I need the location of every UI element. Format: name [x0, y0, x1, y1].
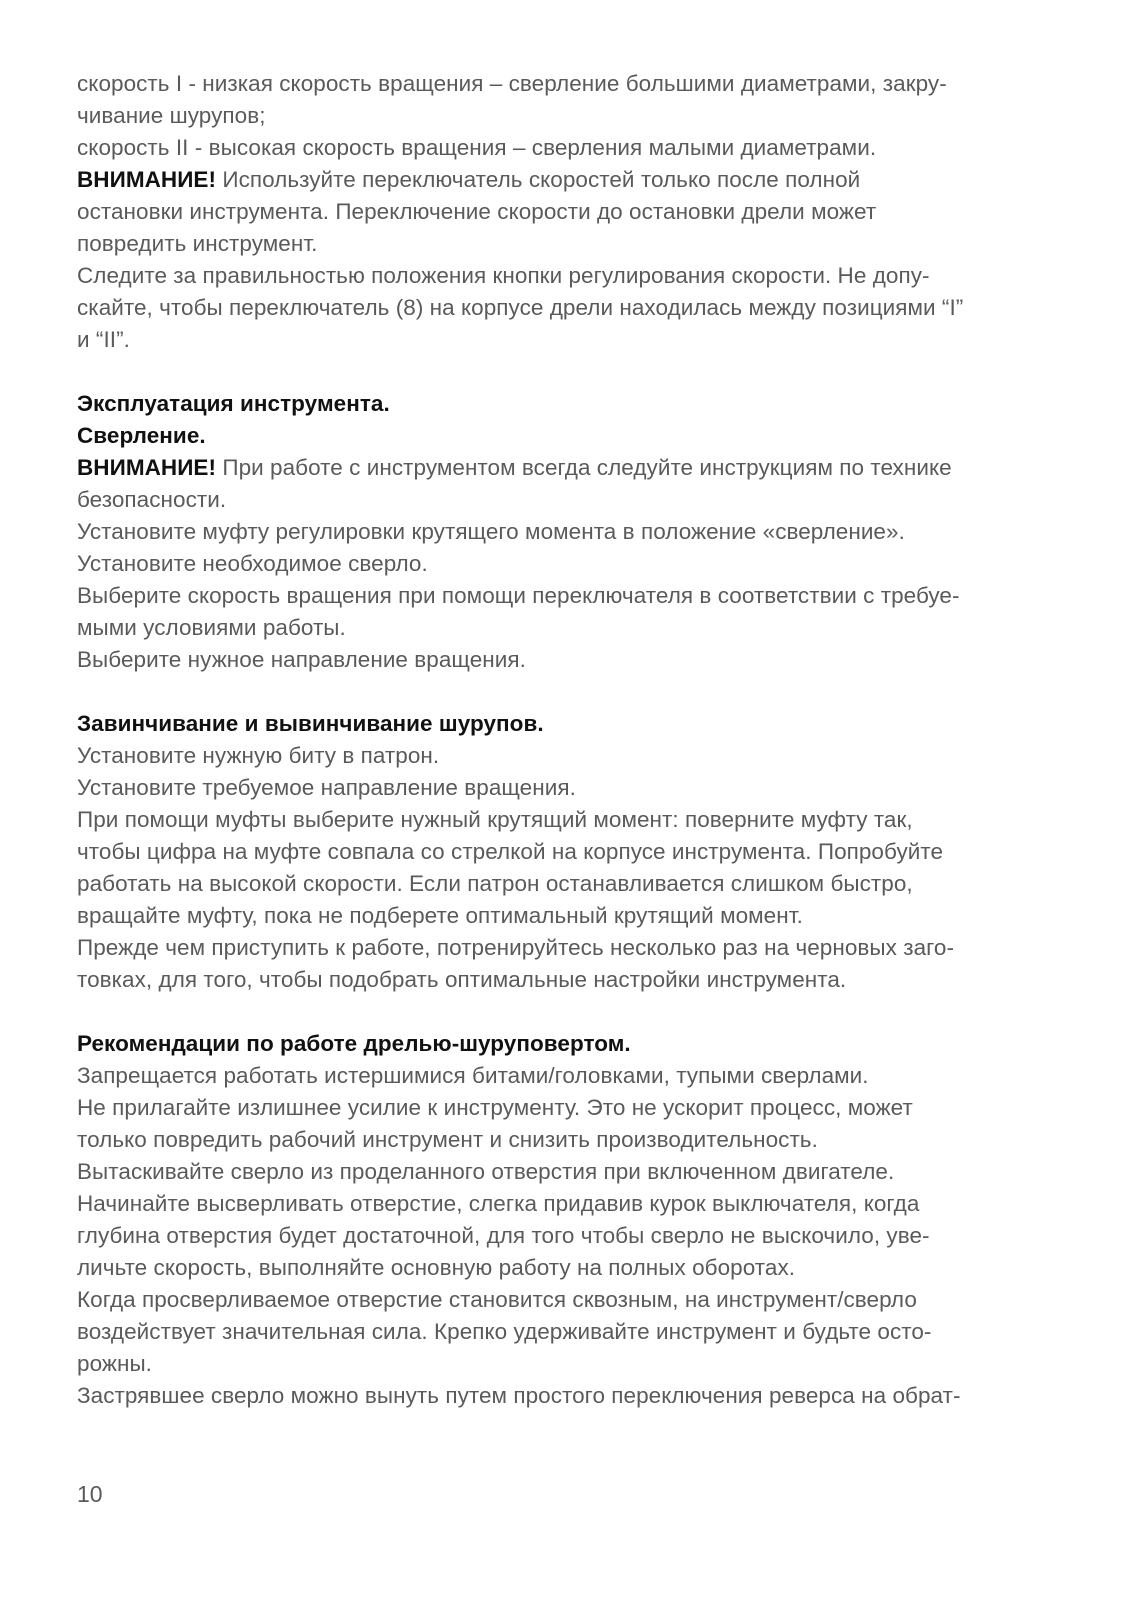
screwing-line: чтобы цифра на муфте совпала со стрелкой на корпусе инструмента. Попробуйте — [77, 839, 944, 864]
subsection-heading: Сверление. — [77, 423, 206, 448]
screwing-line: вращайте муфту, пока не подберете оптимальный крутящий момент. — [77, 903, 803, 928]
speed-line: скорость II - высокая скорость вращения – сверления малыми диаметрами. — [77, 135, 877, 160]
speed-warning-line — [77, 164, 1057, 196]
section-heading: Завинчивание и вывинчивание шурупов. — [77, 711, 544, 736]
recommendation-line: Вытаскивайте сверло из проделанного отверстия при включенном двигателе. — [77, 1159, 895, 1184]
screwing-section — [77, 708, 1057, 996]
speed-position-line: Следите за правильностью положения кнопки регулирования скорости. Не допу- — [77, 263, 930, 288]
warning-label: ВНИМАНИЕ! — [77, 167, 217, 192]
operation-warning-line — [77, 452, 1057, 484]
speed-line: скорость I - низкая скорость вращения – сверление большими диаметрами, закру- — [77, 71, 947, 96]
screwing-line: работать на высокой скорости. Если патрон останавливается слишком быстро, — [77, 871, 913, 896]
page-number: 10 — [77, 1481, 103, 1507]
section-heading: Эксплуатация инструмента. — [77, 391, 390, 416]
recommendation-line: Начинайте высверливать отверстие, слегка придавив курок выключателя, когда — [77, 1191, 920, 1216]
screwing-line: Установите нужную биту в патрон. — [77, 743, 440, 768]
operation-line: Установите муфту регулировки крутящего момента в положение «сверление». — [77, 519, 905, 544]
recommendation-line: личьте скорость, выполняйте основную работу на полных оборотах. — [77, 1255, 796, 1280]
recommendation-line: Запрещается работать истершимися битами/головками, тупыми сверлами. — [77, 1063, 869, 1088]
speed-position-line: скайте, чтобы переключатель (8) на корпусе дрели находилась между позициями “I” — [77, 295, 964, 320]
warning-text: При работе с инструментом всегда следуйте инструкциям по технике — [216, 455, 952, 480]
speed-warning-line: остановки инструмента. Переключение скорости до остановки дрели может — [77, 199, 877, 224]
operation-line: мыми условиями работы. — [77, 615, 346, 640]
speed-section — [77, 68, 1057, 356]
operation-line: Выберите скорость вращения при помощи переключателя в соответствии с требуе- — [77, 583, 960, 608]
screwing-line: При помощи муфты выберите нужный крутящий момент: поверните муфту так, — [77, 807, 913, 832]
screwing-line: Прежде чем приступить к работе, потренируйтесь несколько раз на черновых заго- — [77, 935, 955, 960]
screwing-line: Установите требуемое направление вращения. — [77, 775, 576, 800]
speed-position-line: и “II”. — [77, 327, 130, 352]
recommendation-line: Не прилагайте излишнее усилие к инструменту. Это не ускорит процесс, может — [77, 1095, 913, 1120]
recommendation-line: Застрявшее сверло можно вынуть путем простого переключения реверса на обрат- — [77, 1383, 961, 1408]
operation-section — [77, 388, 1057, 676]
section-heading: Рекомендации по работе дрелью-шуруповертом. — [77, 1031, 631, 1056]
manual-page-body — [77, 68, 1057, 1412]
warning-label: ВНИМАНИЕ! — [77, 455, 217, 480]
speed-line: чивание шурупов; — [77, 103, 266, 128]
operation-warning-line: безопасности. — [77, 487, 227, 512]
operation-line: Установите необходимое сверло. — [77, 551, 428, 576]
screwing-line: товках, для того, чтобы подобрать оптимальные настройки инструмента. — [77, 967, 847, 992]
recommendation-line: глубина отверстия будет достаточной, для того чтобы сверло не выскочило, уве- — [77, 1223, 930, 1248]
section-gap — [77, 676, 1057, 708]
recommendation-line: рожны. — [77, 1351, 152, 1376]
speed-warning-line: повредить инструмент. — [77, 231, 318, 256]
section-gap — [77, 996, 1057, 1028]
recommendation-line: Когда просверливаемое отверстие становится сквозным, на инструмент/сверло — [77, 1287, 917, 1312]
section-gap — [77, 356, 1057, 388]
recommendations-section — [77, 1028, 1057, 1412]
recommendation-line: только повредить рабочий инструмент и снизить производительность. — [77, 1127, 818, 1152]
recommendation-line: воздействует значительная сила. Крепко удерживайте инструмент и будьте осто- — [77, 1319, 932, 1344]
operation-line: Выберите нужное направление вращения. — [77, 647, 526, 672]
warning-text: Используйте переключатель скоростей только после полной — [216, 167, 861, 192]
